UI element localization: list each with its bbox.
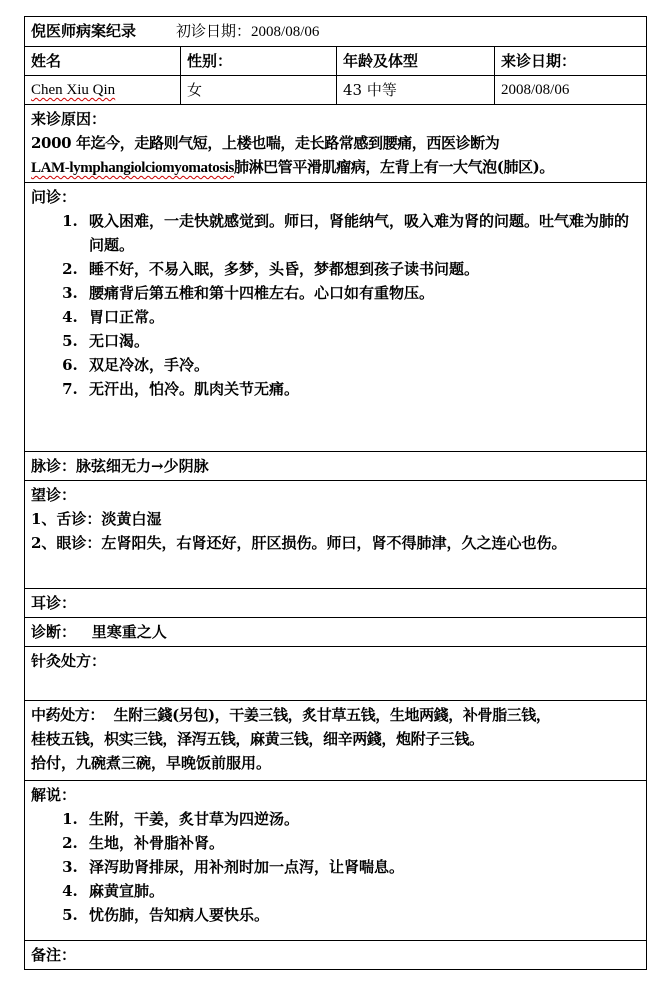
tongue-diagnosis: 1、舌诊：淡黄白湿 [31, 510, 162, 528]
diagnosis-label: 诊断： [31, 623, 77, 641]
record-header-row [25, 17, 647, 47]
list-item: 2. 睡不好，不易入眠，多梦，头昏，梦都想到孩子读书问题。 [83, 257, 640, 281]
inquiry-label: 问诊： [31, 188, 77, 206]
pulse-row [25, 452, 647, 481]
list-item: 7. 无汗出，怕冷。肌肉关节无痛。 [83, 377, 640, 401]
first-visit-date: 2008/08/06 [251, 24, 320, 40]
reason-line-2 [31, 155, 640, 180]
diagnosis-value: 里寒重之人 [91, 623, 167, 641]
name-header: 姓名 [25, 47, 181, 76]
reason-section [25, 105, 647, 183]
list-item: 1. 吸入困难，一走快就感觉到。师曰，肾能纳气，吸入难为肾的问题。吐气难为肺的问题。 [83, 209, 640, 257]
medical-record-table [24, 16, 647, 970]
list-item: 2. 生地，补骨脂补肾。 [83, 831, 640, 855]
sex-header: 性别： [181, 47, 337, 76]
reason-label: 来诊原因： [31, 110, 107, 128]
inquiry-section [25, 183, 647, 452]
notes-row [25, 941, 647, 970]
herbal-label: 中药处方： [31, 706, 105, 724]
herbal-line-3: 拾付，九碗煮三碗，早晚饭前服用。 [31, 754, 272, 772]
reason-line-1: 2000 年迄今，走路则气短，上楼也喘，走长路常感到腰痛，西医诊断为 [31, 134, 500, 152]
list-item: 4. 麻黄宣肺。 [83, 879, 640, 903]
age-build-header: 年龄及体型 [337, 47, 495, 76]
diagnosis-section [25, 618, 647, 647]
explanation-row [25, 781, 647, 941]
visit-date-header: 来诊日期： [495, 47, 647, 76]
list-item: 5. 无口渴。 [83, 329, 640, 353]
lam-term: LAM-lymphangiolciomyomatosis [31, 160, 234, 176]
observation-section [25, 481, 647, 589]
ear-row [25, 589, 647, 618]
list-item: 3. 泽泻助肾排尿，用补剂时加一点泻，让肾喘息。 [83, 855, 640, 879]
observation-label: 望诊： [31, 486, 77, 504]
herbal-section [25, 701, 647, 781]
explanation-section [25, 781, 647, 941]
inquiry-row [25, 183, 647, 452]
explanation-label: 解说： [31, 786, 77, 804]
list-item: 6. 双足冷冰，手冷。 [83, 353, 640, 377]
reason-line-2-rest: 肺淋巴管平滑肌瘤病，左背上有一大气泡(肺区)。 [233, 158, 554, 176]
explanation-list [31, 807, 640, 927]
patient-sex: 女 [181, 76, 337, 105]
diagnosis-row [25, 618, 647, 647]
reason-row [25, 105, 647, 183]
inquiry-list [31, 209, 640, 401]
notes-label: 备注： [25, 941, 647, 970]
patient-age-build: 43 中等 [337, 76, 495, 105]
eye-diagnosis: 2、眼诊：左肾阳失，右肾还好，肝区损伤。师曰，肾不得肺津，久之连心也伤。 [31, 534, 567, 552]
herbal-line-2: 桂枝五钱，枳实三钱，泽泻五钱，麻黄三钱，细辛两錢，炮附子三钱。 [31, 730, 484, 748]
record-header [25, 17, 647, 47]
acupuncture-row [25, 647, 647, 701]
info-value-row [25, 76, 647, 105]
ear-diagnosis-label: 耳诊： [25, 589, 647, 618]
list-item: 5. 忧伤肺，告知病人要快乐。 [83, 903, 640, 927]
record-title: 倪医师病案纪录 [31, 22, 137, 40]
patient-name: Chen Xiu Qin [25, 76, 181, 105]
acupuncture-label: 针灸处方： [25, 647, 647, 701]
list-item: 3. 腰痛背后第五椎和第十四椎左右。心口如有重物压。 [83, 281, 640, 305]
list-item: 1. 生附，干姜，炙甘草为四逆汤。 [83, 807, 640, 831]
herbal-line-1: 中药处方： 生附三錢(另包)，干姜三钱，炙甘草五钱，生地两錢，补骨脂三钱， [31, 706, 551, 724]
observation-row [25, 481, 647, 589]
herbal-row [25, 701, 647, 781]
first-visit-label: 初诊日期： [176, 22, 252, 40]
list-item: 4. 胃口正常。 [83, 305, 640, 329]
patient-visit-date: 2008/08/06 [495, 76, 647, 105]
pulse-diagnosis: 脉诊：脉弦细无力→少阴脉 [25, 452, 647, 481]
info-header-row [25, 47, 647, 76]
